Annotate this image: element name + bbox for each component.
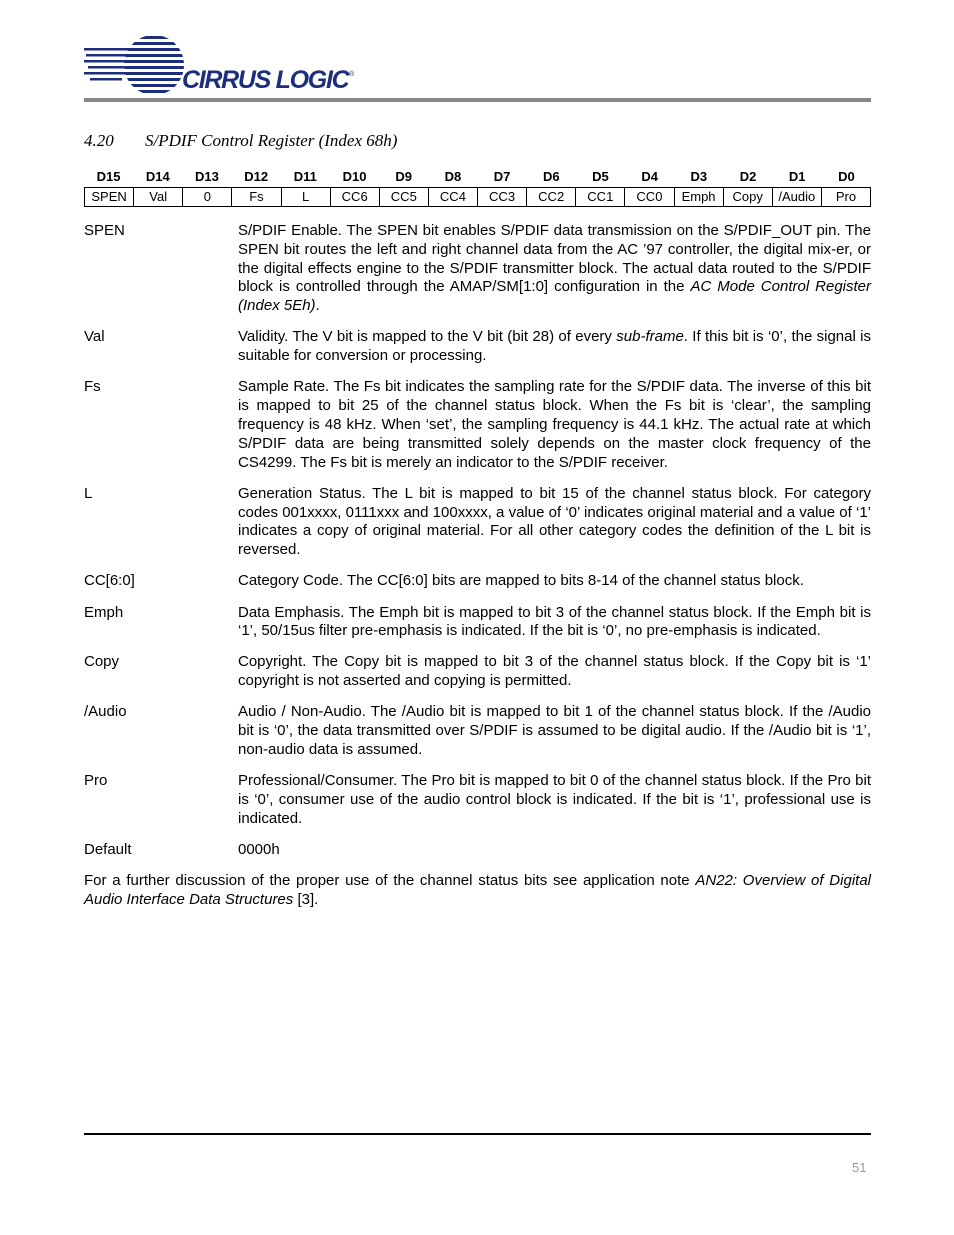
- definition-item: [84, 378, 871, 472]
- description-text: Generation Status. The L bit is mapped to bit 15 of the channel status block. For category codes 001xxxx, 0111xxx and 100xxxx, a value of ‘0’ indicates original material and a value of ‘1’ indicates a copy of original material. For all other category codes the definition of the L bit is reversed.: [238, 484, 871, 559]
- definition-item: [84, 604, 871, 642]
- bit-definitions: [84, 222, 871, 925]
- description-text: Category Code. The CC[6:0] bits are mapped to bits 8-14 of the channel status block.: [238, 572, 804, 590]
- bit-field-d5: CC1: [575, 188, 624, 206]
- bit-field-d0: Pro: [821, 188, 870, 206]
- definition-term: Val: [84, 328, 105, 346]
- bit-field-d2: Copy: [723, 188, 772, 206]
- bit-header-d9: D9: [395, 169, 413, 184]
- definition-item: [84, 703, 871, 759]
- definition-term: Fs: [84, 378, 101, 396]
- bit-field-d8: CC4: [428, 188, 477, 206]
- description-text: Professional/Consumer. The Pro bit is mapped to bit 0 of the channel status block. If the Pro bit is ‘0’, consumer use of the audio control block is indicated. If the bit is ‘1’, professional use is indicated.: [238, 772, 871, 827]
- description-text: Sample Rate. The Fs bit indicates the sampling rate for the S/PDIF data. The inverse of this bit is mapped to bit 25 of the channel status block. When the Fs bit is ‘clear’, the sampling frequency is 48 kHz. When ‘set’, the sampling frequency is 44.1 kHz. The actual rate at which S/PDIF data are being transmitted solely depends on the master clock frequency of the CS4299. The Fs bit is merely an indicator to the S/PDIF receiver.: [238, 378, 871, 471]
- definition-term: Emph: [84, 603, 124, 621]
- description-text: Copyright. The Copy bit is mapped to bit 3 of the channel status block. If the Copy bit is ‘1’ copyright is not asserted and copying is permitted.: [238, 653, 871, 690]
- bit-header-d6: D6: [542, 169, 560, 184]
- definition-description: [238, 703, 871, 759]
- definition-item: [84, 328, 871, 366]
- definition-item: [84, 841, 871, 860]
- definition-item: [84, 222, 871, 316]
- bit-field-d15: SPEN: [91, 189, 127, 204]
- bit-header-d11: D11: [293, 169, 317, 184]
- definition-item: [84, 572, 871, 591]
- definition-description: [238, 485, 871, 560]
- definition-term: CC[6:0]: [84, 572, 135, 590]
- bit-header-d5: D5: [592, 169, 609, 184]
- section-number: 4.20: [84, 131, 114, 150]
- definition-term: /Audio: [84, 703, 127, 721]
- bit-field-d3: Emph: [674, 188, 723, 206]
- bit-field-d1: /Audio: [772, 188, 821, 206]
- logo-speed-lines-icon: [84, 48, 130, 81]
- reference-note: [84, 872, 871, 910]
- note-text: For a further discussion of the proper use of the channel status bits see application note: [84, 872, 696, 890]
- bit-header-d2: D2: [739, 169, 757, 184]
- definition-term: Pro: [84, 772, 108, 790]
- description-text: Validity. The V bit is mapped to the V bit (bit 28) of every: [238, 328, 617, 346]
- bit-field-d6: CC2: [526, 188, 575, 206]
- bit-header-d14: D14: [145, 169, 170, 184]
- bit-header-d10: D10: [342, 169, 367, 184]
- bit-header-d1: D1: [788, 169, 806, 184]
- registered-mark: ®: [349, 71, 355, 78]
- section-heading: [84, 131, 397, 151]
- description-text: .: [315, 297, 320, 315]
- description-text: 0000h: [238, 841, 280, 859]
- definition-term: L: [84, 484, 93, 502]
- bit-header-d12: D12: [244, 169, 269, 184]
- bit-header-d8: D8: [444, 169, 462, 184]
- bit-header-d7: D7: [493, 169, 511, 184]
- bit-header-d4: D4: [641, 169, 658, 184]
- bit-header-d0: D0: [838, 169, 855, 184]
- definition-description: [238, 604, 871, 642]
- bit-field-d9: CC5: [379, 188, 428, 206]
- bit-field-d10: CC6: [330, 188, 379, 206]
- definition-description: [238, 378, 871, 472]
- description-text: Data Emphasis. The Emph bit is mapped to bit 3 of the channel status block. If the Emph bit is ‘1’, 50/15us filter pre-emphasis is indicated. If the bit is ‘0’, no pre-emphasis is indicated.: [238, 603, 871, 640]
- italic-reference: sub-frame: [616, 328, 684, 346]
- bit-field-d4: CC0: [624, 188, 673, 206]
- description-text: . If this bit is ‘0’, the signal is suitable for conversion or processing.: [238, 328, 871, 365]
- header-rule: [84, 98, 871, 102]
- definition-item: [84, 653, 871, 691]
- bit-header-d13: D13: [195, 169, 219, 184]
- description-text: Audio / Non-Audio. The /Audio bit is mapped to bit 1 of the channel status block. If the /Audio bit is ‘0’, the data transmitted over S/PDIF is assumed to be digital audio. If the /Audio bit is ‘1’, non-audio data is assumed.: [238, 703, 871, 759]
- bit-value-row: [84, 187, 871, 207]
- bit-header-row: [84, 169, 871, 184]
- definition-description: [238, 222, 871, 316]
- bit-field-d14: Val: [133, 188, 182, 206]
- definition-description: [238, 572, 871, 591]
- bit-field-d12: Fs: [231, 188, 280, 206]
- bit-field-d13: 0: [182, 188, 231, 206]
- definition-description: [238, 772, 871, 828]
- description-text: S/PDIF Enable. The SPEN bit enables S/PDIF data transmission on the S/PDIF_OUT pin. The SPEN bit routes the left and right channel data from the AC ’97 controller, the digital mix-er, or the digital effects engine to the S/PDIF transmitter block. The actual data routed to the S/PDIF block is controlled through the AMAP/SM[1:0] configuration in the: [238, 222, 871, 296]
- bit-header-d3: D3: [690, 169, 708, 184]
- definition-item: [84, 772, 871, 828]
- bit-field-d11: L: [281, 188, 330, 206]
- definition-item: [84, 485, 871, 560]
- logo-wordmark: CIRRUS LOGIC: [182, 66, 349, 94]
- definition-term: Default: [84, 841, 132, 859]
- section-title: S/PDIF Control Register (Index 68h): [145, 131, 398, 150]
- note-citation: [3].: [293, 891, 319, 909]
- page-number: 51: [852, 1160, 867, 1175]
- footer-rule: [84, 1133, 871, 1135]
- definition-description: [238, 653, 871, 691]
- definition-list: [84, 222, 871, 860]
- definition-term: Copy: [84, 653, 120, 671]
- bit-field-d7: CC3: [477, 188, 526, 206]
- definition-term: SPEN: [84, 222, 125, 239]
- bit-header-d15: D15: [96, 169, 121, 184]
- definition-description: [238, 328, 871, 366]
- italic-reference: AC Mode Control Register (Index 5Eh): [238, 278, 872, 315]
- definition-description: [238, 841, 871, 860]
- note-reference-title: AN22: Overview of Digital Audio Interface Data Structures: [84, 872, 871, 909]
